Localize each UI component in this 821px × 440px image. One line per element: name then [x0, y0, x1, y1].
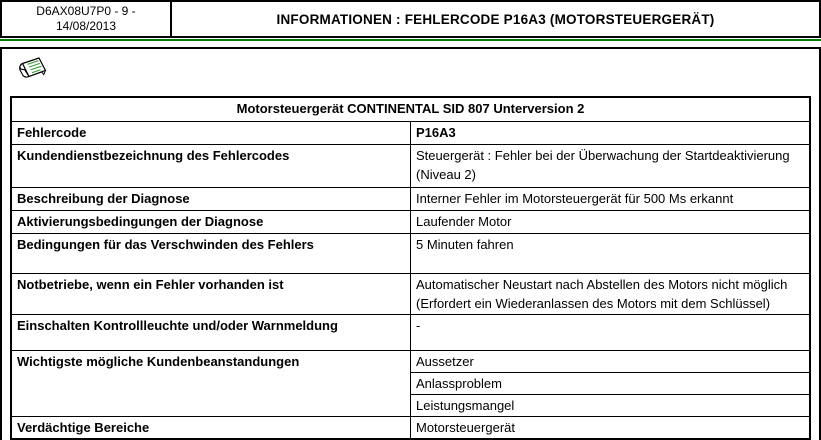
table-row: [11, 315, 810, 351]
row-value: Steuergerät : Fehler bei der Überwachung der Startdeaktivierung (Niveau 2): [411, 145, 811, 188]
print-icon[interactable]: [14, 55, 50, 85]
doc-reference-code: D6AX08U7P0 - 9 -: [36, 4, 136, 18]
row-label: Aktivierungsbedingungen der Diagnose: [11, 211, 411, 234]
table-title: Motorsteuergerät CONTINENTAL SID 807 Unterversion 2: [11, 97, 810, 122]
header-bar: [0, 0, 821, 38]
row-value: 5 Minuten fahren: [411, 234, 811, 274]
row-label: Wichtigste mögliche Kundenbeanstandungen: [11, 351, 411, 417]
row-value: Automatischer Neustart nach Abstellen des Motors nicht möglich (Erfordert ein Wiederanlassen des Motors mit dem Schlüssel): [411, 274, 811, 315]
row-label: Notbetriebe, wenn ein Fehler vorhanden ist: [11, 274, 411, 315]
row-label: Bedingungen für das Verschwinden des Fehlers: [11, 234, 411, 274]
doc-reference-date: 14/08/2013: [55, 19, 117, 33]
doc-reference: [2, 2, 172, 36]
table-row: [11, 234, 810, 274]
row-label: Einschalten Kontrollleuchte und/oder Warnmeldung: [11, 315, 411, 351]
row-value: Laufender Motor: [411, 211, 811, 234]
table-row: [11, 274, 810, 315]
table-row: [11, 417, 810, 440]
fault-code-table: [10, 96, 811, 440]
row-value: Anlassproblem: [411, 373, 811, 395]
row-label: Kundendienstbezeichnung des Fehlercodes: [11, 145, 411, 188]
row-value: P16A3: [411, 122, 811, 145]
row-value: Interner Fehler im Motorsteuergerät für 500 Ms erkannt: [411, 188, 811, 211]
table-row: [11, 145, 810, 188]
row-label: Fehlercode: [11, 122, 411, 145]
row-label: Verdächtige Bereiche: [11, 417, 411, 440]
row-value: -: [411, 315, 811, 351]
table-row: [11, 188, 810, 211]
table-row: [11, 211, 810, 234]
row-value: Aussetzer: [411, 351, 811, 373]
page-title: INFORMATIONEN : FEHLERCODE P16A3 (MOTORSTEUERGERÄT): [276, 11, 715, 27]
table-row: [11, 351, 810, 373]
row-label: Beschreibung der Diagnose: [11, 188, 411, 211]
table-title-row: [11, 97, 810, 122]
content-panel: [0, 47, 821, 440]
row-value: Leistungsmangel: [411, 395, 811, 417]
table-row: [11, 122, 810, 145]
green-divider: [0, 39, 821, 41]
row-value: Motorsteuergerät: [411, 417, 811, 440]
